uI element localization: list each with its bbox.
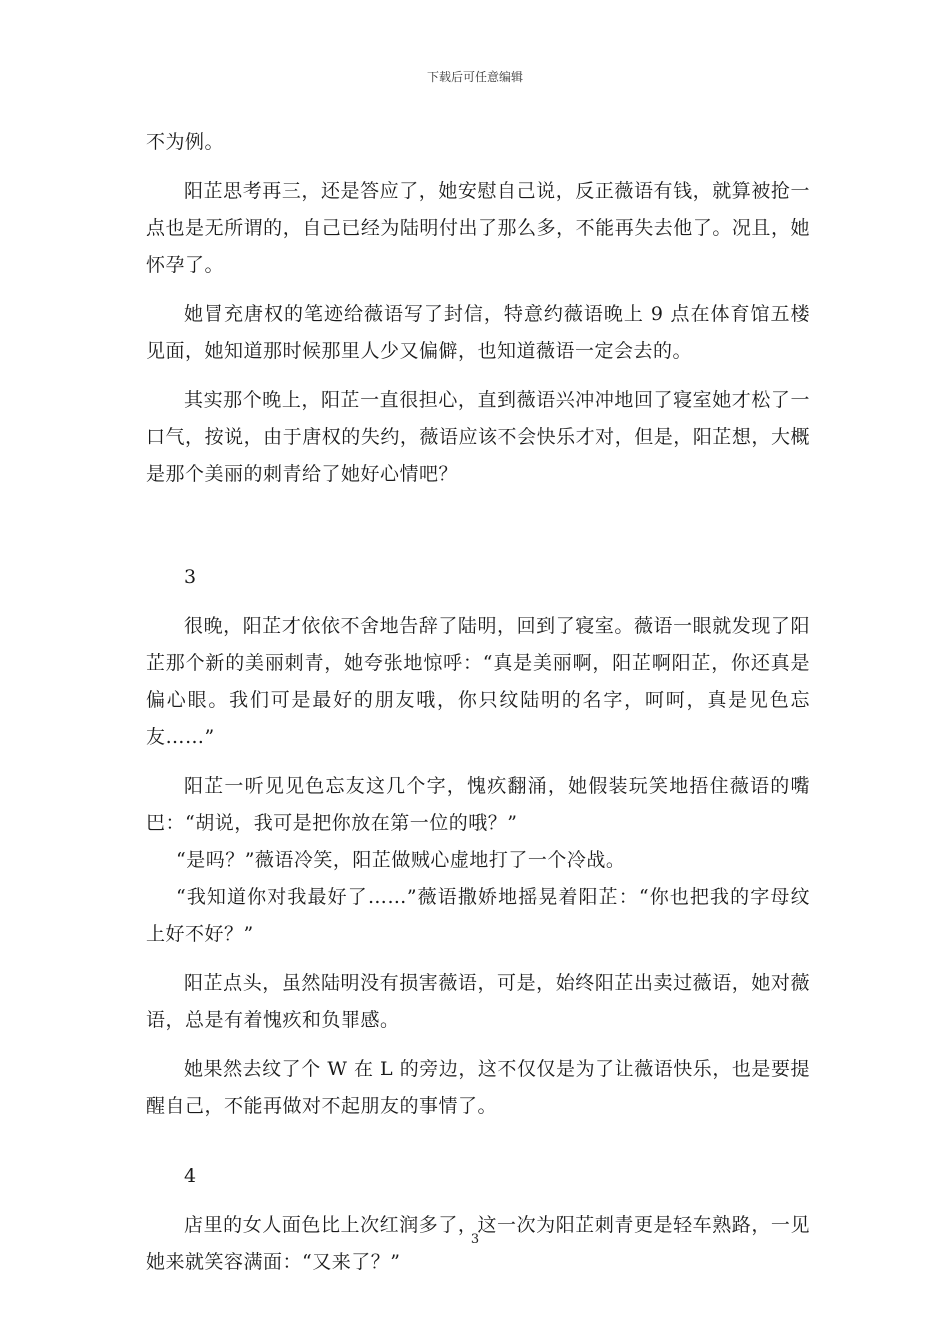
- document-body: [146, 124, 810, 1281]
- paragraph: 很晚，阳芷才依依不舍地告辞了陆明，回到了寝室。薇语一眼就发现了阳芷那个新的美丽刺青，她夸张地惊呼：“真是美丽啊，阳芷啊阳芷，你还真是偏心眼。我们可是最好的朋友哦，你只纹陆明的名字，呵呵，真是见色忘友……”: [146, 615, 810, 748]
- section-number: 4: [184, 1165, 197, 1187]
- paragraph: 她果然去纹了个 W 在 L 的旁边，这不仅仅是为了让薇语快乐，也是要提醒自己，不能再做对不起朋友的事情了。: [146, 1058, 810, 1117]
- paragraph: “是吗？”薇语冷笑，阳芷做贼心虚地打了一个冷战。: [176, 849, 626, 871]
- paragraph: 阳芷一听见见色忘友这几个字，愧疚翻涌，她假装玩笑地捂住薇语的嘴巴：“胡说，我可是把你放在第一位的哦？”: [146, 775, 810, 834]
- paragraph: 阳芷思考再三，还是答应了，她安慰自己说，反正薇语有钱，就算被抢一点也是无所谓的，自己已经为陆明付出了那么多，不能再失去他了。况且，她怀孕了。: [146, 180, 810, 276]
- paragraph: 阳芷点头，虽然陆明没有损害薇语，可是，始终阳芷出卖过薇语，她对薇语，总是有着愧疚和负罪感。: [146, 972, 810, 1031]
- section-number: 3: [184, 566, 197, 588]
- paragraph: 店里的女人面色比上次红润多了，这一次为阳芷刺青更是轻车熟路，一见她来就笑容满面：“又来了？”: [146, 1214, 810, 1273]
- paragraph: 她冒充唐权的笔迹给薇语写了封信，特意约薇语晚上 9 点在体育馆五楼见面，她知道那时候那里人少又偏僻，也知道薇语一定会去的。: [146, 303, 810, 362]
- paragraph: 不为例。: [146, 131, 225, 153]
- page-number: 3: [470, 1232, 480, 1247]
- paragraph: “我知道你对我最好了……”薇语撒娇地摇晃着阳芷：“你也把我的字母纹上好不好？”: [146, 886, 810, 945]
- paragraph: 其实那个晚上，阳芷一直很担心，直到薇语兴冲冲地回了寝室她才松了一口气，按说，由于唐权的失约，薇语应该不会快乐才对，但是，阳芷想，大概是那个美丽的刺青给了她好心情吧？: [146, 389, 810, 485]
- page-header: 下载后可任意编辑: [426, 70, 523, 84]
